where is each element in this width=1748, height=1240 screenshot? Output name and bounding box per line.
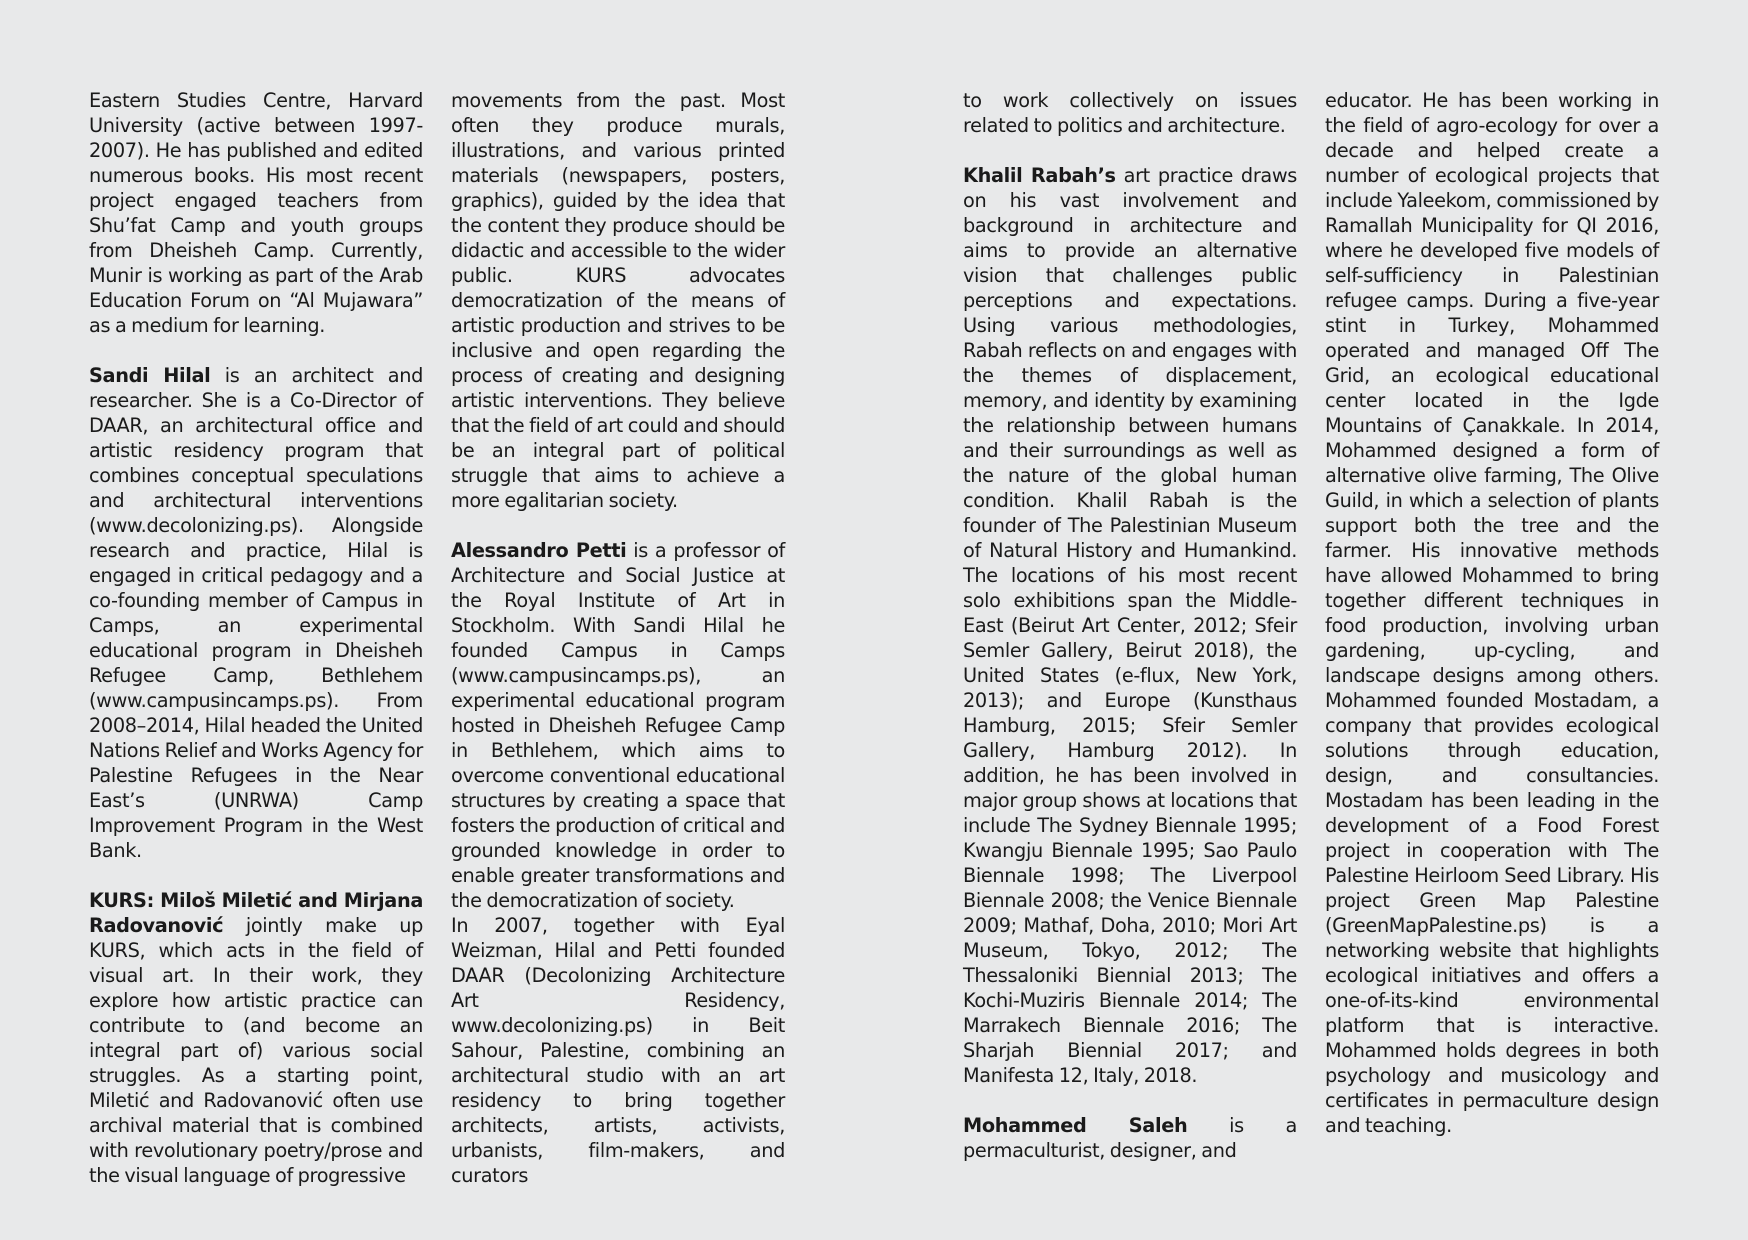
bio-khalil-rabah: Khalil Rabah’s art practice draws on his vast involvement and background in architecture and aims to provide an alternative vision that challenges public perceptions and expectations. Using various methodologies, Rabah reflects on and engages with the themes of displacement, memory, and identity by examining the relationship between humans and their surroundings as well as the nature of the global human condition. Khalil Rabah is the founder of The Palestinian Museum of Natural History and Humankind. The locations of his most recent solo exhibitions span the Middle-East (Beirut Art Center, 2012; Sfeir Semler Gallery, Beirut 2018), the United States (e-flux, New York, 2013); and Europe (Kunsthaus Hamburg, 2015; Sfeir Semler Gallery, Hamburg 2012). In addition, he has been involved in major group shows at locations that include The Sydney Biennale 1995; Kwangju Biennale 1995; Sao Paulo Biennale 1998; The Liverpool Biennale 2008; the Venice Biennale 2009; Mathaf, Doha, 2010; Mori Art Museum, Tokyo, 2012; The Thessaloniki Biennial 2013; The Kochi-Muziris Biennale 2014; The Marrakech Biennale 2016; The Sharjah Biennial 2017; and Manifesta 12, Italy, 2018. <box>963 164 1297 1087</box>
bio-mohammed-saleh: Mohammed Saleh is a permaculturist, designer, and <box>963 1114 1297 1162</box>
bio-name: Alessandro Petti <box>451 539 627 562</box>
bio-name: Khalil Rabah’s <box>963 164 1116 187</box>
paragraph: educator. He has been working in the field of agro-ecology for over a decade and helped create a number of ecological projects that include Yaleekom, commissioned by Ramallah Municipality for QI 2016, where he developed five models of self-sufficiency in Palestinian refugee camps. During a five-year stint in Turkey, Mohammed operated and managed Off The Grid, an ecological educational center located in the Igde Mountains of Çanakkale. In 2014, Mohammed designed a form of alternative olive farming, The Olive Guild, in which a selection of plants support both the tree and the farmer. His innovative methods have allowed Mohammed to bring together different techniques in food production, involving urban gardening, up-cycling, and landscape designs among others. Mohammed founded Mostadam, a company that provides ecological solutions through education, design, and consultancies. Mostadam has been leading in the development of a Food Forest project in cooperation with The Palestine Heirloom Seed Library. His project Green Map Palestine (GreenMapPalestine.ps) is a networking website that highlights ecological initiatives and offers a one-of-its-kind environmental platform that is interactive. Mohammed holds degrees in both psychology and musicology and certificates in permaculture design and teaching. <box>1325 89 1659 1137</box>
bio-kurs: KURS: Miloš Miletić and Mirjana Radovanović jointly make up KURS, which acts in the field of visual art. In their work, they explore how artistic practice can contribute to (and become an integral part of) various social struggles. As a starting point, Miletić and Radovanović often use archival material that is combined with revolutionary poetry/prose and the visual language of progressive <box>89 889 423 1187</box>
bio-sandi-hilal: Sandi Hilal is an architect and researcher. She is a Co-Director of DAAR, an architectural office and artistic residency program that combines conceptual speculations and architectural interventions (www.decolonizing.ps). Alongside research and practice, Hilal is engaged in critical pedagogy and a co-founding member of Campus in Camps, an experimental educational program in Dheisheh Refugee Camp, Bethlehem (www.campusincamps.ps). From 2008–2014, Hilal headed the United Nations Relief and Works Agency for Palestine Refugees in the Near East’s (UNRWA) Camp Improvement Program in the West Bank. <box>89 364 423 862</box>
right-page-column-2 <box>1325 88 1659 1138</box>
right-page-column-1 <box>963 88 1297 1163</box>
paragraph: In 2007, together with Eyal Weizman, Hilal and Petti founded DAAR (Decolonizing Architecture Art Residency, www.decolonizing.ps) in Beit Sahour, Palestine, combining an architectural studio with an art residency to bring together architects, artists, activists, urbanists, film-makers, and curators <box>451 914 785 1187</box>
paragraph: to work collectively on issues related to politics and architecture. <box>963 89 1297 137</box>
bio-name: KURS: Miloš Miletić and Mirjana Radovanović <box>89 889 423 937</box>
bio-name: Sandi Hilal <box>89 364 211 387</box>
paragraph: Eastern Studies Centre, Harvard University (active between 1997-2007). He has published and edited numerous books. His most recent project engaged teachers from Shu’fat Camp and youth groups from Dheisheh Camp. Currently, Munir is working as part of the Arab Education Forum on “Al Mujawara” as a medium for learning. <box>89 89 423 337</box>
paragraph: movements from the past. Most often they produce murals, illustrations, and various printed materials (newspapers, posters, graphics), guided by the idea that the content they produce should be didactic and accessible to the wider public. KURS advocates democratization of the means of artistic production and strives to be inclusive and open regarding the process of creating and designing artistic interventions. They believe that the field of art could and should be an integral part of political struggle that aims to achieve a more egalitarian society. <box>451 89 785 512</box>
left-page-column-1 <box>89 88 423 1188</box>
left-page-column-2 <box>451 88 785 1188</box>
bio-name: Mohammed Saleh <box>963 1114 1188 1137</box>
bio-alessandro-petti: Alessandro Petti is a professor of Architecture and Social Justice at the Royal Institute of Art in Stockholm. With Sandi Hilal he founded Campus in Camps (www.campusincamps.ps), an experimental educational program hosted in Dheisheh Refugee Camp in Bethlehem, which aims to overcome conventional educational structures by creating a space that fosters the production of critical and grounded knowledge in order to enable greater transformations and the democratization of society. <box>451 539 785 912</box>
